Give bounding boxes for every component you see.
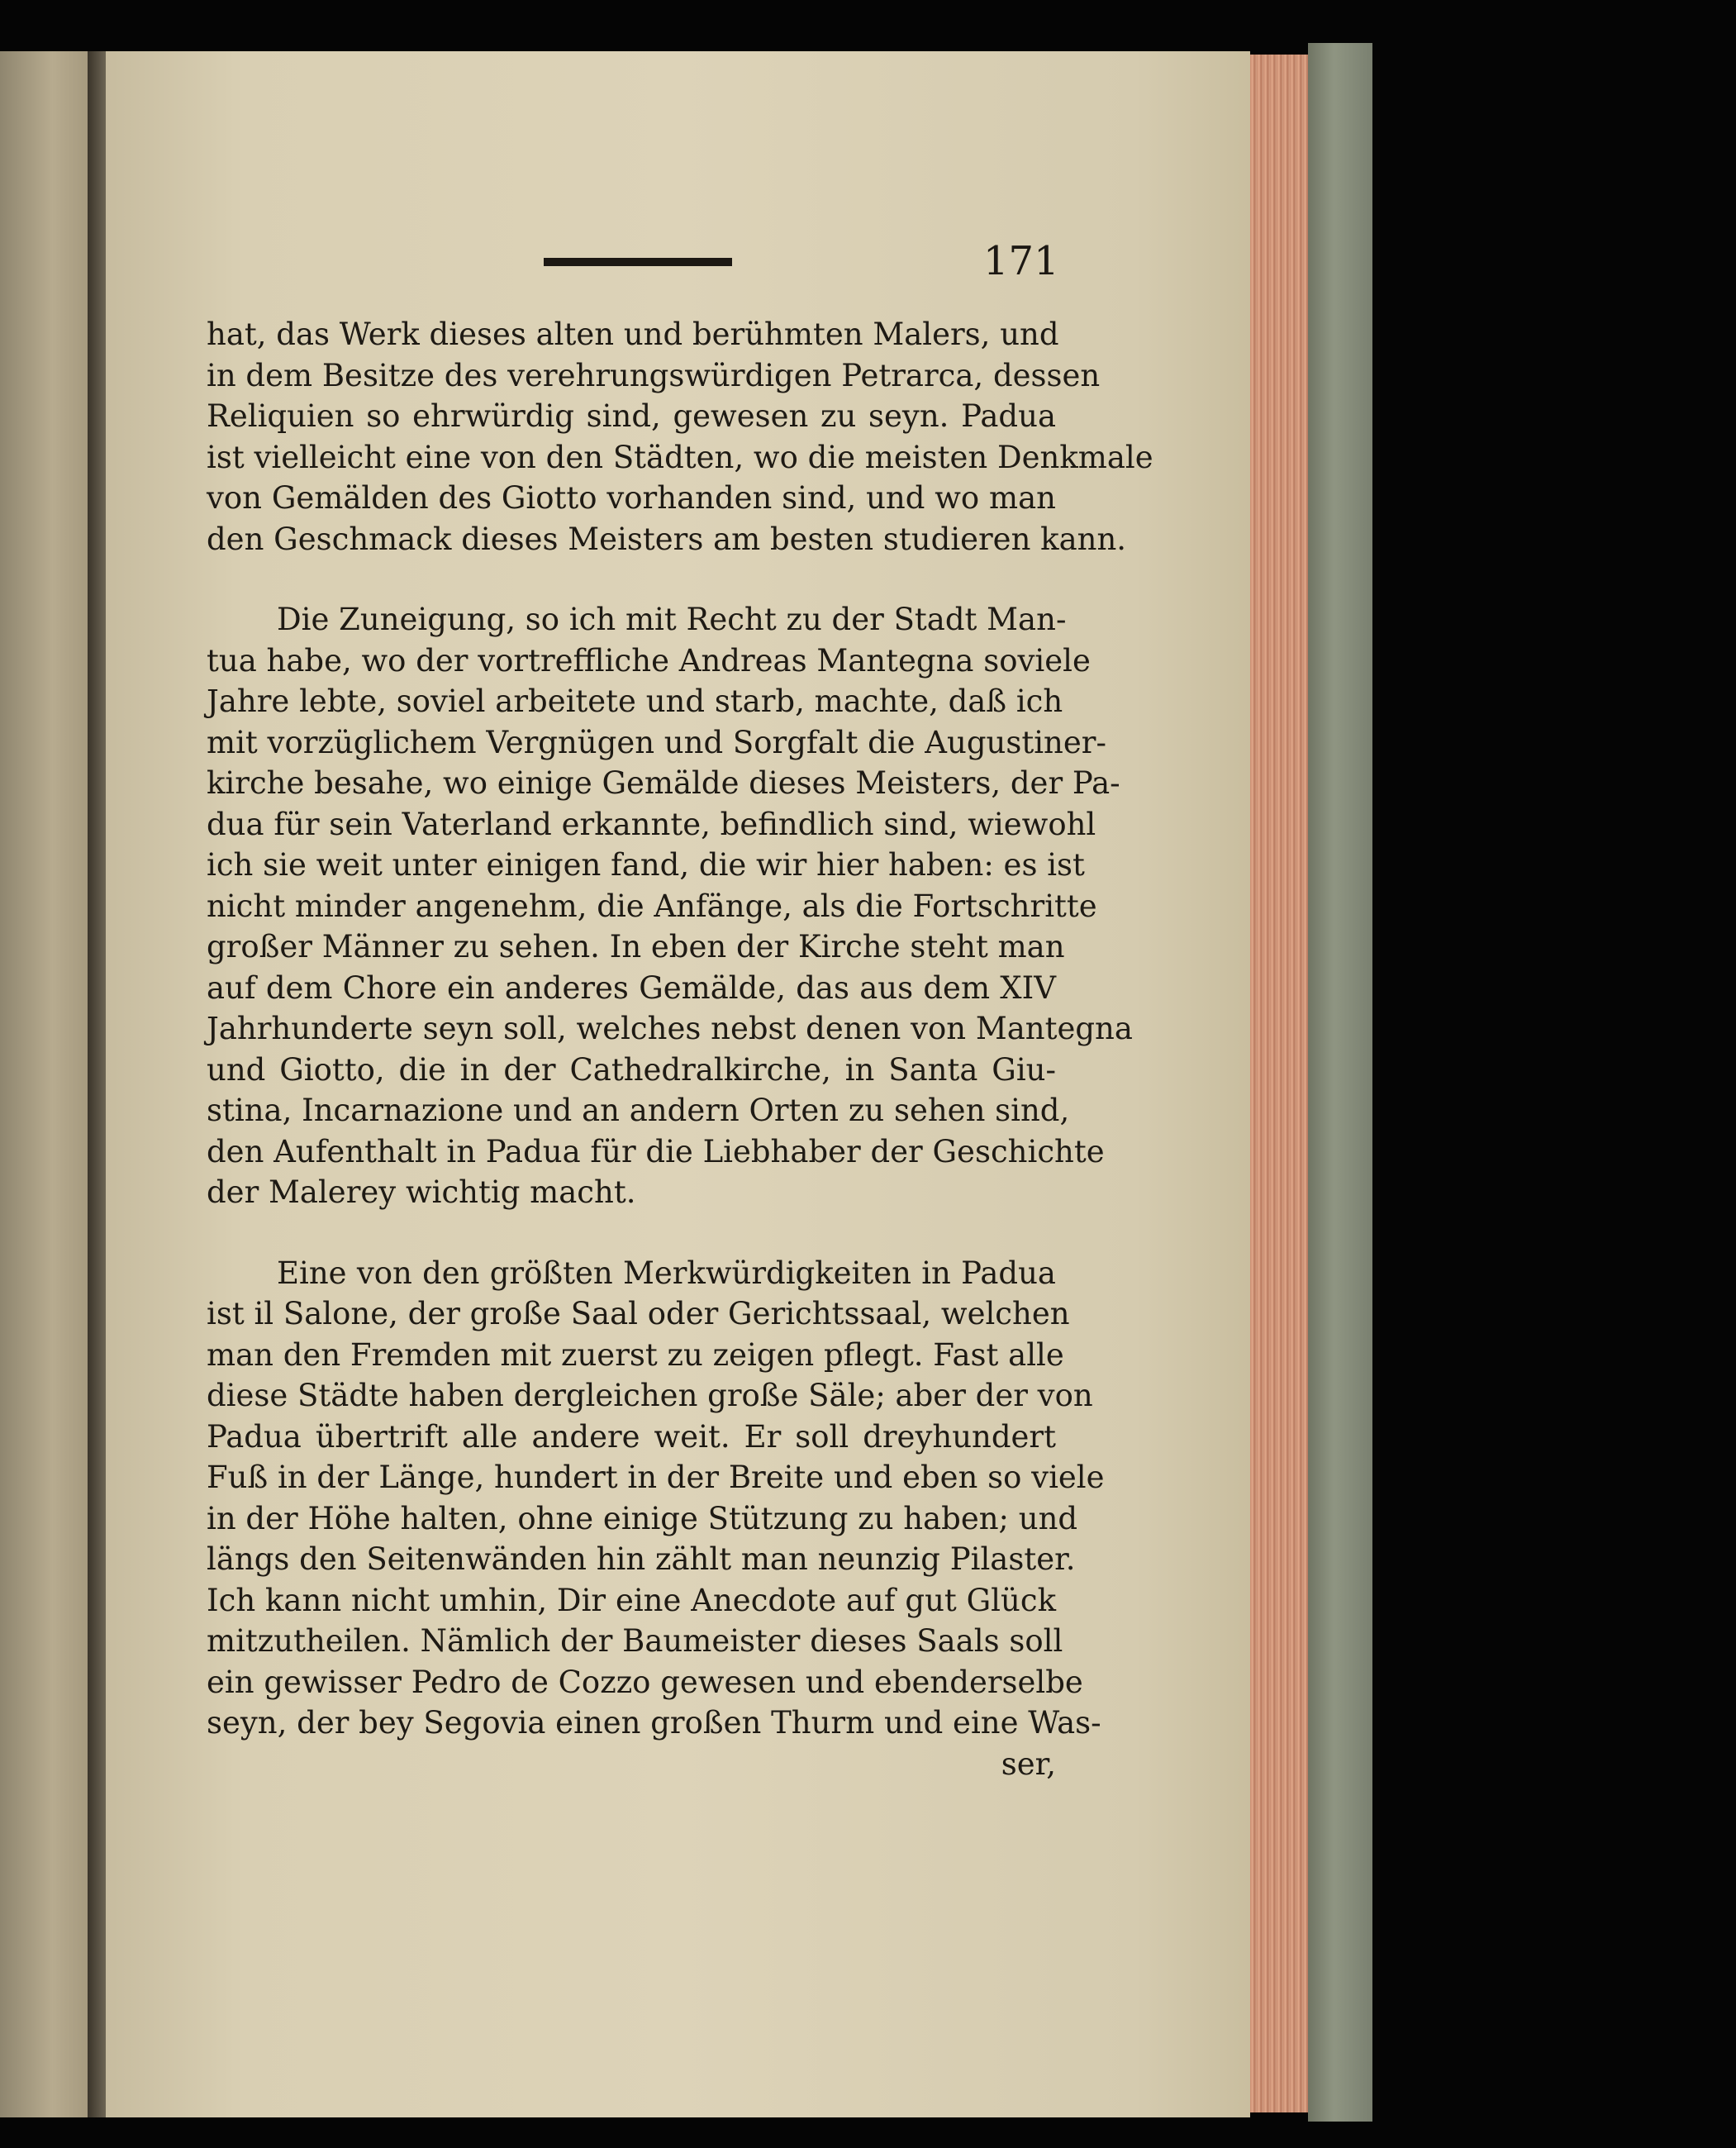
paragraph [207,599,1133,1213]
text-line: ich sie weit unter einigen fand, die wir hier haben: es ist [207,847,1085,883]
text-line: Padua übertrift alle andere weit. Er soll dreyhundert [207,1418,1056,1455]
text-line: und Giotto, die in der Cathedralkirche, in Santa Giu- [207,1051,1056,1088]
catchword: ser, [1001,1746,1056,1782]
text-line: ist vielleicht eine von den Städten, wo die meisten Denkmale [207,439,1153,475]
text-line: kirche besahe, wo einige Gemälde dieses Meisters, der Pa- [207,765,1120,801]
page-number: 171 [983,238,1059,284]
text-line: Reliquien so ehrwürdig sind, gewesen zu seyn. Padua [207,398,1056,434]
text-line: Die Zuneigung, so ich mit Recht zu der Stadt Man- [277,602,1067,637]
text-line: der Malerey wichtig macht. [207,1174,636,1210]
text-line: man den Fremden mit zuerst zu zeigen pflegt. Fast alle [207,1336,1064,1373]
text-line: tua habe, wo der vortreffliche Andreas Mantegna soviele [207,642,1091,679]
book-gutter [88,51,106,2117]
text-line: Ich kann nicht umhin, Dir eine Anecdote auf gut Glück [207,1582,1056,1618]
text-line: von Gemälden des Giotto vorhanden sind, und wo man [207,480,1056,516]
text-line: Jahrhunderte seyn soll, welches nebst denen von Mantegna [207,1011,1133,1046]
paragraph [207,1253,1105,1744]
text-line: stina, Incarnazione und an andern Orten zu sehen sind, [207,1093,1070,1128]
text-line: mit vorzüglichem Vergnügen und Sorgfalt die Augustiner- [207,724,1106,760]
text-line: in der Höhe halten, ohne einige Stützung zu haben; und [207,1500,1078,1536]
paragraph-gap [207,560,1056,599]
text-line: ein gewisser Pedro de Cozzo gewesen und ebenderselbe [207,1664,1083,1700]
text-line: seyn, der bey Segovia einen großen Thurm und eine Was- [207,1705,1101,1741]
text-line: Eine von den größten Merkwürdigkeiten in Padua [277,1255,1056,1291]
header-rule [544,258,732,266]
book-cover-edge [1308,43,1372,2122]
paragraph-gap [207,1213,1056,1253]
text-line: dua für sein Vaterland erkannte, befindlich sind, wiewohl [207,806,1096,842]
facing-page-edge [0,51,88,2117]
text-line: Jahre lebte, soviel arbeitete und starb, machte, daß ich [207,683,1063,719]
text-line: längs den Seitenwänden hin zählt man neunzig Pilaster. [207,1541,1076,1577]
text-line: diese Städte haben dergleichen große Säle; aber der von [207,1378,1093,1413]
text-line: hat, das Werk dieses alten und berühmten Malers, und [207,317,1059,352]
text-line: nicht minder angenehm, die Anfänge, als die Fortschritte [207,888,1097,924]
body-text [207,314,1153,1784]
text-line: in dem Besitze des verehrungswürdigen Petrarca, dessen [207,357,1101,393]
page-block-edges [1250,55,1308,2112]
paragraph [207,314,1153,560]
text-line: den Geschmack dieses Meisters am besten studieren kann. [207,521,1127,557]
text-line: den Aufenthalt in Padua für die Liebhaber der Geschichte [207,1133,1105,1169]
text-line: ist il Salone, der große Saal oder Gerichtssaal, welchen [207,1296,1070,1331]
text-line: großer Männer zu sehen. In eben der Kirche steht man [207,929,1065,964]
text-line: auf dem Chore ein anderes Gemälde, das aus dem XIV [207,969,1056,1006]
text-line: mitzutheilen. Nämlich der Baumeister dieses Saals soll [207,1623,1063,1659]
text-line: Fuß in der Länge, hundert in der Breite und eben so viele [207,1460,1105,1495]
